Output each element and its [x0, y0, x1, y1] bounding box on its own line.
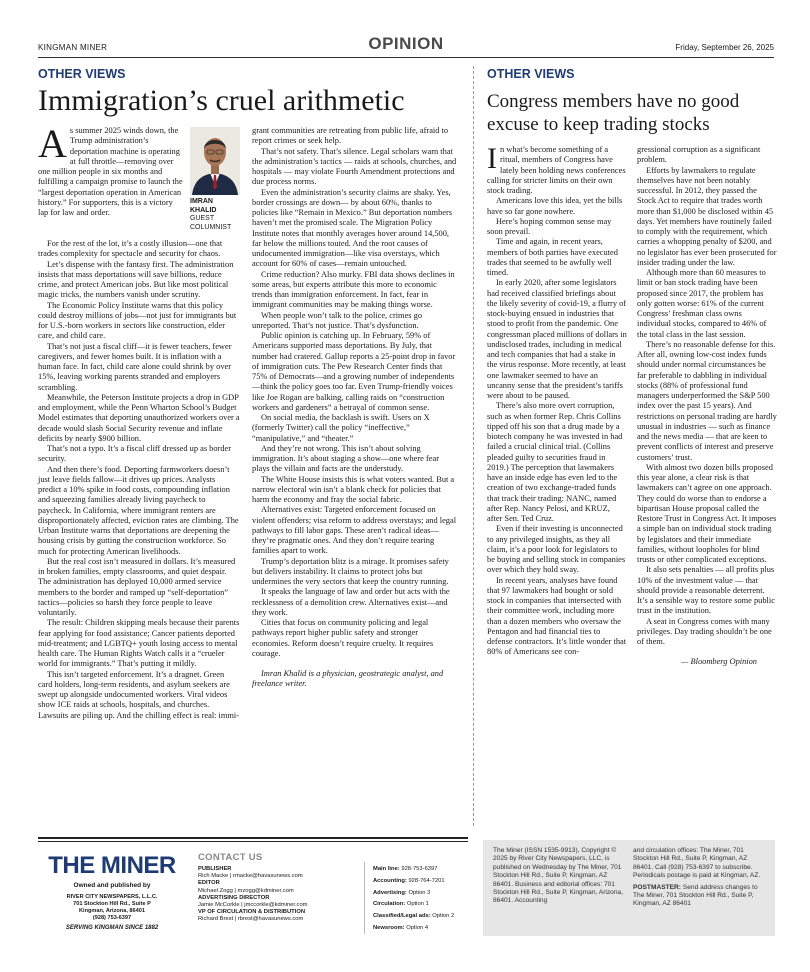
staff-role: PUBLISHER	[198, 866, 232, 872]
phone-line-label: Advertising:	[373, 889, 407, 896]
right-headline: Congress members have no good excuse to keep trading stocks	[487, 91, 740, 135]
staff-info[interactable]: Michael Zogg | mzogg@kdminer.com	[198, 887, 294, 894]
phone-line	[373, 899, 473, 911]
staff-info[interactable]: Rich Macke | rmacke@havasunews.com	[198, 873, 303, 880]
phone-line-label: Classified/Legal ads:	[373, 913, 431, 920]
phone-line-label: Accounting:	[373, 877, 407, 884]
phone-line-value: 928-764-7201	[408, 877, 445, 884]
paragraph: Alternatives exist: Targeted enforcement focused on violent offenders; visa reform to address overstays; and legal pathways to fill labor gaps. These aren’t radical ideas—they’re pragmatic ones. And they don’t require tearing families apart to work.	[252, 505, 457, 556]
paragraph: The Economic Policy Institute warns that this policy could destroy millions of jobs—not just for immigrants but for U.S.-born workers in sectors like construction, elder care, and child care.	[38, 300, 237, 341]
staff-role: VP OF CIRCULATION & DISTRIBUTION	[198, 909, 306, 916]
paragraph: It also sets penalties — all profits plus 10% of the investment value — that should provide a reasonable deterrent. It’s a sensible way to restore some public trust in the institution.	[637, 565, 775, 616]
publisher-address1: 701 Stockton Hill Rd., Suite P	[73, 901, 151, 907]
paragraph: Here’s hoping common sense may soon prevail.	[487, 216, 612, 236]
publication-info: The Miner (ISSN 1535-9913), Copyright © 2025 by River City Newspapers, LLC, is published on Wednesday by The Miner, 701 Stockton Hill Rd., Suite P, Kingman, AZ 86401. Business and editorial offices: 701 Stockton Hill Rd., Suite P, Kingman, Arizona, 86401. Accounting	[493, 847, 623, 905]
masthead	[38, 36, 774, 58]
article-source: — Bloomberg Opinion	[681, 657, 757, 667]
paragraph: This isn’t targeted enforcement. It’s a dragnet. Green card holders, long-term residents, and asylum seekers are swept up alongside undocumented workers. Viral videos show ICE raids at schools, hospitals, and churches. Lawsuits are piling up. And the chilling effect is real: immi-	[38, 669, 240, 720]
staff-list	[198, 866, 348, 924]
publisher-address2: Kingman, Arizona, 86401	[78, 908, 145, 914]
paragraph: And they’re not wrong. This isn’t about solving immigration. It’s about staging a show—one where fear plays the villain and facts are the understudy.	[252, 443, 439, 474]
paragraph: There’s also more overt corruption, such as when former Rep. Chris Collins tipped off his son that a drug made by a biotech company he was invested in had failed a crucial clinical trial. (Collins pleaded guilty to securities fraud in 2019.) The perception that lawmakers have an inside edge has even led to the creation of two exchange-traded funds that track their trading: NANC, named after Rep. Nancy Pelosi, and KRUZ, after Sen. Ted Cruz.	[487, 401, 623, 523]
left-dropcap: A	[38, 121, 67, 166]
paragraph: The result: Children skipping meals because their parents fear applying for food assistance; Cancer patients deported mid-treatment; and LGBTQ+ youth losing access to mental health care. The Human Rights Watch calls it a “crueler world for immigrants.” That’s putting it mildly.	[38, 618, 240, 669]
circulation-info: and circulation offices: The Miner, 701 Stockton Hill Rd., Suite P, Kingman, AZ 86401. Call (928) 753-6397 to subscribe. Periodicals postage is paid at Kingman, AZ.	[633, 847, 761, 880]
author-credit: Imran Khalid is a physician, geostrategic analyst, and freelance writer.	[252, 669, 444, 689]
owned-by: Owned and published by	[73, 882, 151, 889]
right-section-label: OTHER VIEWS	[487, 67, 575, 81]
phone-line-value: Option 4	[406, 924, 429, 931]
paragraph: Cities that focus on community policing and legal pathways report higher public safety and stronger economies. Reform doesn’t require cruelty. It requires courage.	[252, 618, 434, 658]
paragraph: When people won’t talk to the police, crimes go unreported. That’s not justice. That’s dysfunction.	[252, 310, 423, 330]
publication-info-box	[483, 840, 775, 936]
paragraph: Meanwhile, the Peterson Institute projects a drop in GDP and employment, while the Penn Wharton School’s Budget Model estimates that deporting unauthorized workers over a decade would slash Social Security revenue and inflate deficits by nearly $900 billion.	[38, 392, 240, 443]
phone-line	[373, 876, 473, 888]
paragraph: Efforts by lawmakers to regulate themselves have not been notably successful. In 2012, they passed the Stock Act to require that trades worth more than $1,000 be disclosed within 45 days. Yet members have routinely failed to comply with the requirement, which carries a whopping penalty of $200, and no legislator has ever been prosecuted for insider trading under the law.	[637, 165, 777, 267]
paragraph: It speaks the language of law and order but acts with the recklessness of a demolition crew. Alternatives exist—and they work.	[252, 587, 450, 617]
paragraph: On social media, the backlash is swift. Users on X (formerly Twitter) call the policy “ineffective,” “manipulative,” and “theater.”	[252, 413, 430, 443]
paragraph: grant communities are retreating from public life, afraid to report crimes or seek help.	[252, 126, 449, 146]
phone-line	[373, 911, 473, 923]
paragraph: In recent years, analyses have found that 97 lawmakers had bought or sold stock in companies that intersected with their committee work, including more than a dozen members who oversaw the Pentagon and had financial ties to defense contractors. It’s little wonder that 80% of Americans see con-	[487, 575, 627, 657]
publisher-company: RIVER CITY NEWSPAPERS, L.L.C.	[66, 894, 158, 900]
portrait-image	[190, 127, 240, 195]
phone-line-label: Main line:	[373, 866, 400, 872]
left-section-label: OTHER VIEWS	[38, 67, 126, 81]
phone-lines	[373, 864, 473, 935]
column-divider	[473, 66, 474, 826]
left-headline: Immigration’s cruel arithmetic	[38, 84, 405, 117]
issue-date: Friday, September 26, 2025	[675, 43, 774, 52]
paragraph: For the rest of the lot, it’s a costly illusion—one that trades complexity for spectacle and security for chaos.	[38, 239, 223, 259]
phone-line-value: 928-753-6397	[401, 866, 438, 872]
left-article-intro	[38, 121, 183, 218]
author-name: IMRAN KHALID	[190, 198, 217, 214]
publication-info-continued	[633, 847, 768, 909]
right-dropcap: I	[487, 142, 497, 175]
staff-role: EDITOR	[198, 880, 220, 887]
paragraph: Time and again, in recent years, members of both parties have executed trades that seemed to be awfully well timed.	[487, 237, 618, 277]
paragraph: That’s not just a fiscal cliff—it is fewer teachers, fewer caregivers, and fewer homes built. It is inflation with a human face. In fact, child care alone could shrink by over 15%, leaving working parents stranded and employers scrambling.	[38, 341, 232, 392]
paragraph: gressional corruption as a significant problem.	[637, 145, 761, 165]
section-title: OPINION	[368, 34, 444, 53]
paragraph: Even the administration’s security claims are shaky. Yes, border crossings are down— by about 60%, thanks to policies like “Remain in Mexico.” But deportation numbers haven’t met the promised scale. The Migration Policy Institute notes that monthly averages hover around 14,500, far below the millions touted. And the root causes of undocumented immigration—like visa overstays, which account for 60% of cases—remain untouched.	[252, 187, 453, 269]
miner-logo-block	[42, 852, 182, 931]
contact-title: CONTACT US	[198, 852, 263, 863]
phone-line	[373, 923, 473, 935]
author-portrait	[190, 127, 240, 195]
postmaster-text: Send address changes to The Miner, 701 Stockton Hill Rd., Suite P, Kingman, AZ 86401	[633, 883, 758, 908]
left-article-col2	[252, 126, 457, 690]
phone-line	[373, 864, 473, 876]
paragraph: But the real cost isn’t measured in dollars. It’s measured in broken families, empty classrooms, and quiet despair. The administration has deployed 10,000 armed service members to the border and ramped up “self-deportation” tactics—policies so harsh they force people to leave voluntarily.	[38, 556, 236, 617]
paragraph: A seat in Congress comes with many privileges. Day trading shouldn’t be one of them.	[637, 616, 772, 646]
phone-line-value: Option 1	[406, 901, 429, 908]
paragraph: Trump’s deportation blitz is a mirage. It promises safety but delivers instability. It claims to protect jobs but undermines the very sectors that keep the country running.	[252, 556, 449, 586]
contact-separator	[364, 862, 365, 934]
paragraph: There’s no reasonable defense for this. After all, owning low-cost index funds should under normal circumstances be far preferable to dabbling in individual stocks (88% of professional fund managers underperformed the S&P 500 index over the past 15 years). And restrictions on personal trading are hardly unusual in industries — such as finance and the news media — that are keen to prevent conflicts of interest and preserve customers’ trust.	[637, 339, 777, 462]
footer-rule-thin	[38, 841, 468, 842]
phone-line-value: Option 2	[432, 913, 455, 920]
paragraph: And then there’s food. Deporting farmworkers doesn’t just leave fields fallow—it drives up prices. Analysts predict a 10% spike in food costs, compounding inflation and squeezing families already living paycheck to paycheck. In California, where immigrant renters are disproportionately affected, eviction rates are climbing. The Urban Institute warns that deportations are deepening the housing crisis by gutting the construction workforce. So much for protecting American livelihoods.	[38, 464, 239, 556]
paragraph: n what’s become something of a ritual, members of Congress have lately been holding news conferences calling for stricter limits on their own stock trading.	[487, 145, 626, 195]
author-role: GUEST COLUMNIST	[190, 215, 232, 231]
left-article-col1	[38, 239, 240, 721]
paragraph: That’s not safety. That’s silence. Legal scholars warn that the administration’s tactics — raids at schools, churches, and hospitals — may violate Fourth Amendment protections and due process norms.	[252, 146, 457, 187]
miner-logo: THE MINER	[48, 852, 176, 879]
phone-line-label: Circulation:	[373, 901, 406, 908]
staff-info[interactable]: Richard Brest | rbrest@havasunews.com	[198, 916, 304, 923]
paragraph: The White House insists this is what voters wanted. But a narrow electoral win isn’t a blank check for policies that harm the economy and fray the social fabric.	[252, 474, 455, 504]
paragraph: Even if their investing is unconnected to any privileged insights, as they all claim, it’s a poor look for legislators to be buying and selling stock in companies over which they hold sway.	[487, 524, 626, 575]
staff-info[interactable]: Jamie McCorkle | jmccorkle@kdminer.com	[198, 902, 308, 909]
paragraph: s summer 2025 winds down, the Trump administration’s deportation machine is operating at full throttle—removing over one million people in six months and fulfilling a campaign promise to launch the “largest deportation operation in American history.” For supporters, this is a victory lap for law and order.	[38, 126, 183, 217]
paragraph: Although more than 60 measures to limit or ban stock trading have been proposed since 2017, the problem has only gotten worse: 61% of the current Congress’ freshman class owns individual stocks, compared to 46% of the total class in the last session.	[637, 268, 767, 339]
staff-role: ADVERTISING DIRECTOR	[198, 894, 270, 901]
right-article-col1	[487, 142, 627, 658]
paragraph: With almost two dozen bills proposed this year alone, a clear risk is that lawmakers can’t agree on one approach. They could do worse than to endorse a bipartisan House proposal called the Restore Trust in Congress Act. It imposes a simple ban on individual stock trading by legislators and their immediate families, without loopholes for blind trusts or other complicated exceptions.	[637, 462, 777, 564]
publisher-phone: (928) 753-6397	[92, 915, 132, 921]
paragraph: In early 2020, after some legislators had received classified briefings about the likely severity of covid-19, a flurry of stock-buying ensued in industries that stood to profit from the pandemic. One congressman placed millions of dollars in undisclosed trades, including in medical and tech companies that had a stake in the virus response. More recently, at least one lawmaker seemed to have an uncanny sense that the president’s tariffs were about to be paused.	[487, 278, 627, 400]
paragraph: Americans love this idea, yet the bills have so far gone nowhere.	[487, 196, 623, 216]
paragraph: Public opinion is catching up. In February, 59% of Americans supported mass deportations. By July, that number had cratered. Gallup reports a 25-point drop in favor of immigration cuts. The Pew Research Center finds that 75% of Democrats—and a growing number of independents—think the policy goes too far. Even Trump-friendly voices like Joe Rogan are balking, calling raids on “construction workers and gardeners” a betrayal of common sense.	[252, 331, 456, 412]
footer-rule	[38, 837, 468, 839]
serving-tagline: SERVING KINGMAN SINCE 1882	[65, 925, 159, 931]
postmaster-label: POSTMASTER:	[633, 883, 681, 891]
paragraph: That’s not a typo. It’s a fiscal cliff dressed up as border security.	[38, 444, 232, 464]
right-article-col2	[637, 145, 777, 668]
paper-name: KINGMAN MINER	[38, 43, 108, 52]
phone-line	[373, 888, 473, 900]
paragraph: Let’s dispense with the fantasy first. The administration insists that mass deportations will save billions, reduce crime, and protect American jobs. But like most political magic tricks, the numbers vanish under scrutiny.	[38, 259, 234, 300]
author-byline	[190, 198, 240, 232]
phone-line-label: Newsroom:	[373, 924, 405, 931]
phone-line-value: Option 3	[408, 889, 431, 896]
paragraph: Crime reduction? Also murky. FBI data shows declines in some areas, but experts attribute this more to economic trends than immigration enforcement. In fact, fear in immigrant communities may be making things worse.	[252, 269, 455, 310]
